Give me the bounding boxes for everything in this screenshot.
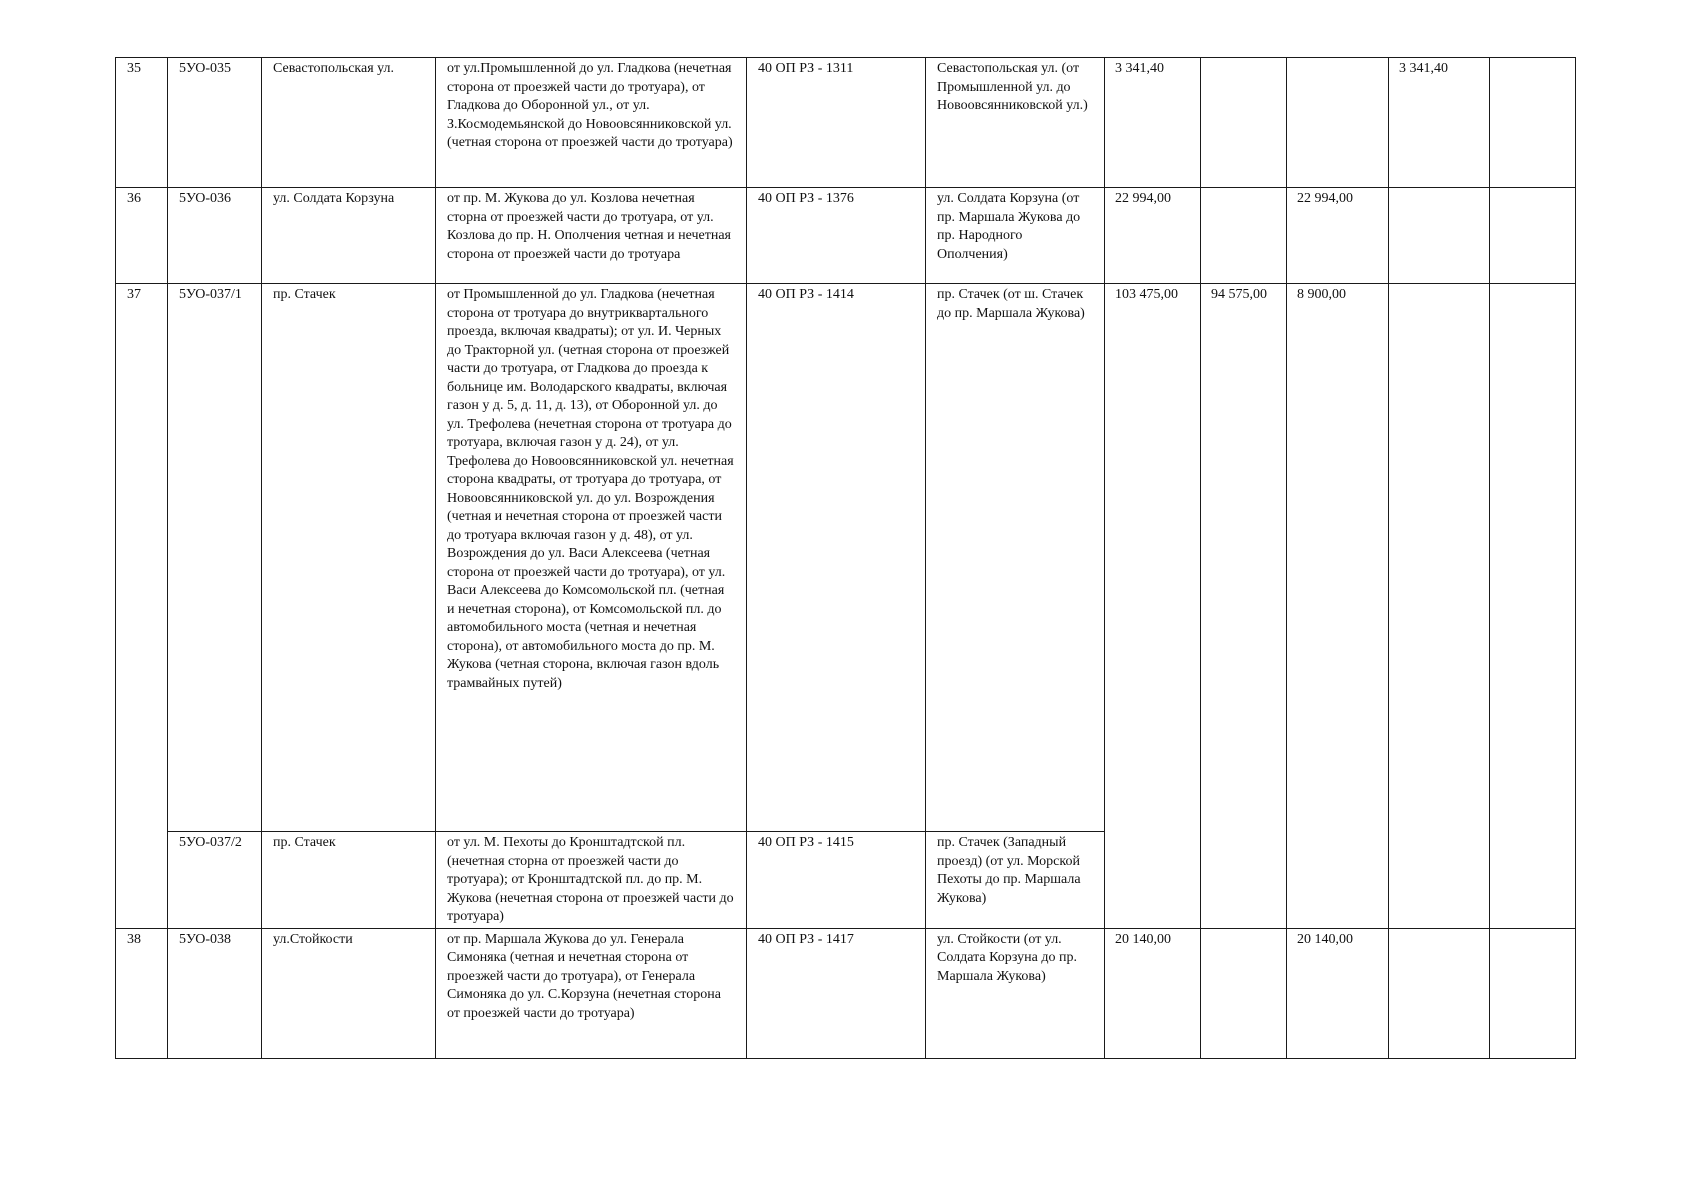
street-name: ул. Солдата Корзуна bbox=[262, 188, 436, 284]
area-col-11 bbox=[1490, 58, 1576, 188]
area-col-11 bbox=[1490, 928, 1576, 1058]
street-name: ул.Стойкости bbox=[262, 928, 436, 1058]
area-col-8 bbox=[1201, 928, 1287, 1058]
road-id: 40 ОП РЗ - 1376 bbox=[747, 188, 926, 284]
area-col-10 bbox=[1389, 284, 1490, 929]
section-description: от Промышленной до ул. Гладкова (нечетная сторона от тротуара до внутриквартального проезда, включая квадраты); от ул. И. Черных до Тракторной ул. (четная сторона от проезжей части до тротуара, от Гладкова до проезда к больнице им. Володарского квадраты, включая газон у д. 5, д. 11, д. 13), от Оборонной ул. до ул. Трефолева (нечетная сторона от тротуара до тротуара, включая газон у д. 24), от ул. Трефолева до Новоовсянниковской ул. нечетная сторона квадраты, от тротуара до тротуара, от Новоовсянниковской ул. до ул. Возрождения (четная и нечетная сторона от проезжей части до тротуара включая газон у д. 48), от ул. Возрождения до ул. Васи Алексеева (четная сторона от проезжей части до тротуара), от ул. Васи Алексеева до Комсомольской пл. (четная и нечетная сторона), от Комсомольской пл. до автомобильного моста (четная и нечетная сторона), от автомобильного моста до пр. М. Жукова (четная сторона, включая газон вдоль трамвайных путей) bbox=[436, 284, 747, 832]
area-col-10: 3 341,40 bbox=[1389, 58, 1490, 188]
street-name: пр. Стачек bbox=[262, 284, 436, 832]
road-name: ул. Стойкости (от ул. Солдата Корзуна до пр. Маршала Жукова) bbox=[926, 928, 1105, 1058]
section-code: 5УО-037/1 bbox=[168, 284, 262, 832]
area-col-11 bbox=[1490, 188, 1576, 284]
row-number: 37 bbox=[116, 284, 168, 929]
table-row-36 bbox=[116, 188, 1576, 284]
total-area: 22 994,00 bbox=[1105, 188, 1201, 284]
section-description: от ул. М. Пехоты до Кронштадтской пл. (нечетная сторна от проезжей части до тротуара); от Кронштадтской пл. до пр. М. Жукова (нечетная сторона от проезжей части до тротуара) bbox=[436, 832, 747, 929]
area-col-8 bbox=[1201, 58, 1287, 188]
row-number: 35 bbox=[116, 58, 168, 188]
street-name: пр. Стачек bbox=[262, 832, 436, 929]
area-col-8 bbox=[1201, 188, 1287, 284]
area-col-10 bbox=[1389, 928, 1490, 1058]
road-name: Севастопольская ул. (от Промышленной ул. до Новоовсянниковской ул.) bbox=[926, 58, 1105, 188]
total-area: 20 140,00 bbox=[1105, 928, 1201, 1058]
area-col-11 bbox=[1490, 284, 1576, 929]
street-name: Севастопольская ул. bbox=[262, 58, 436, 188]
section-code: 5УО-037/2 bbox=[168, 832, 262, 929]
table-row-38 bbox=[116, 928, 1576, 1058]
total-area: 103 475,00 bbox=[1105, 284, 1201, 929]
section-description: от пр. Маршала Жукова до ул. Генерала Симоняка (четная и нечетная сторона от проезжей части до тротуара), от Генерала Симоняка до ул. С.Корзуна (нечетная сторона от проезжей части до тротуара) bbox=[436, 928, 747, 1058]
road-id: 40 ОП РЗ - 1417 bbox=[747, 928, 926, 1058]
area-col-8: 94 575,00 bbox=[1201, 284, 1287, 929]
table-row-35 bbox=[116, 58, 1576, 188]
road-name: пр. Стачек (Западный проезд) (от ул. Морской Пехоты до пр. Маршала Жукова) bbox=[926, 832, 1105, 929]
row-number: 36 bbox=[116, 188, 168, 284]
section-code: 5УО-036 bbox=[168, 188, 262, 284]
road-id: 40 ОП РЗ - 1414 bbox=[747, 284, 926, 832]
area-col-9 bbox=[1287, 58, 1389, 188]
area-col-9: 8 900,00 bbox=[1287, 284, 1389, 929]
road-maintenance-table bbox=[115, 57, 1576, 1059]
section-code: 5УО-038 bbox=[168, 928, 262, 1058]
area-col-10 bbox=[1389, 188, 1490, 284]
row-number: 38 bbox=[116, 928, 168, 1058]
road-id: 40 ОП РЗ - 1311 bbox=[747, 58, 926, 188]
section-code: 5УО-035 bbox=[168, 58, 262, 188]
total-area: 3 341,40 bbox=[1105, 58, 1201, 188]
road-id: 40 ОП РЗ - 1415 bbox=[747, 832, 926, 929]
section-description: от ул.Промышленной до ул. Гладкова (нечетная сторона от проезжей части до тротуара), от Гладкова до Оборонной ул., от ул. З.Космодемьянской до Новоовсянниковской ул. (четная сторона от проезжей части до тротуара) bbox=[436, 58, 747, 188]
road-name: ул. Солдата Корзуна (от пр. Маршала Жукова до пр. Народного Ополчения) bbox=[926, 188, 1105, 284]
area-col-9: 20 140,00 bbox=[1287, 928, 1389, 1058]
table-row-37 bbox=[116, 284, 1576, 832]
area-col-9: 22 994,00 bbox=[1287, 188, 1389, 284]
section-description: от пр. М. Жукова до ул. Козлова нечетная сторна от проезжей части до тротуара, от ул. Козлова до пр. Н. Ополчения четная и нечетная сторона от проезжей части до тротуара bbox=[436, 188, 747, 284]
road-name: пр. Стачек (от ш. Стачек до пр. Маршала Жукова) bbox=[926, 284, 1105, 832]
